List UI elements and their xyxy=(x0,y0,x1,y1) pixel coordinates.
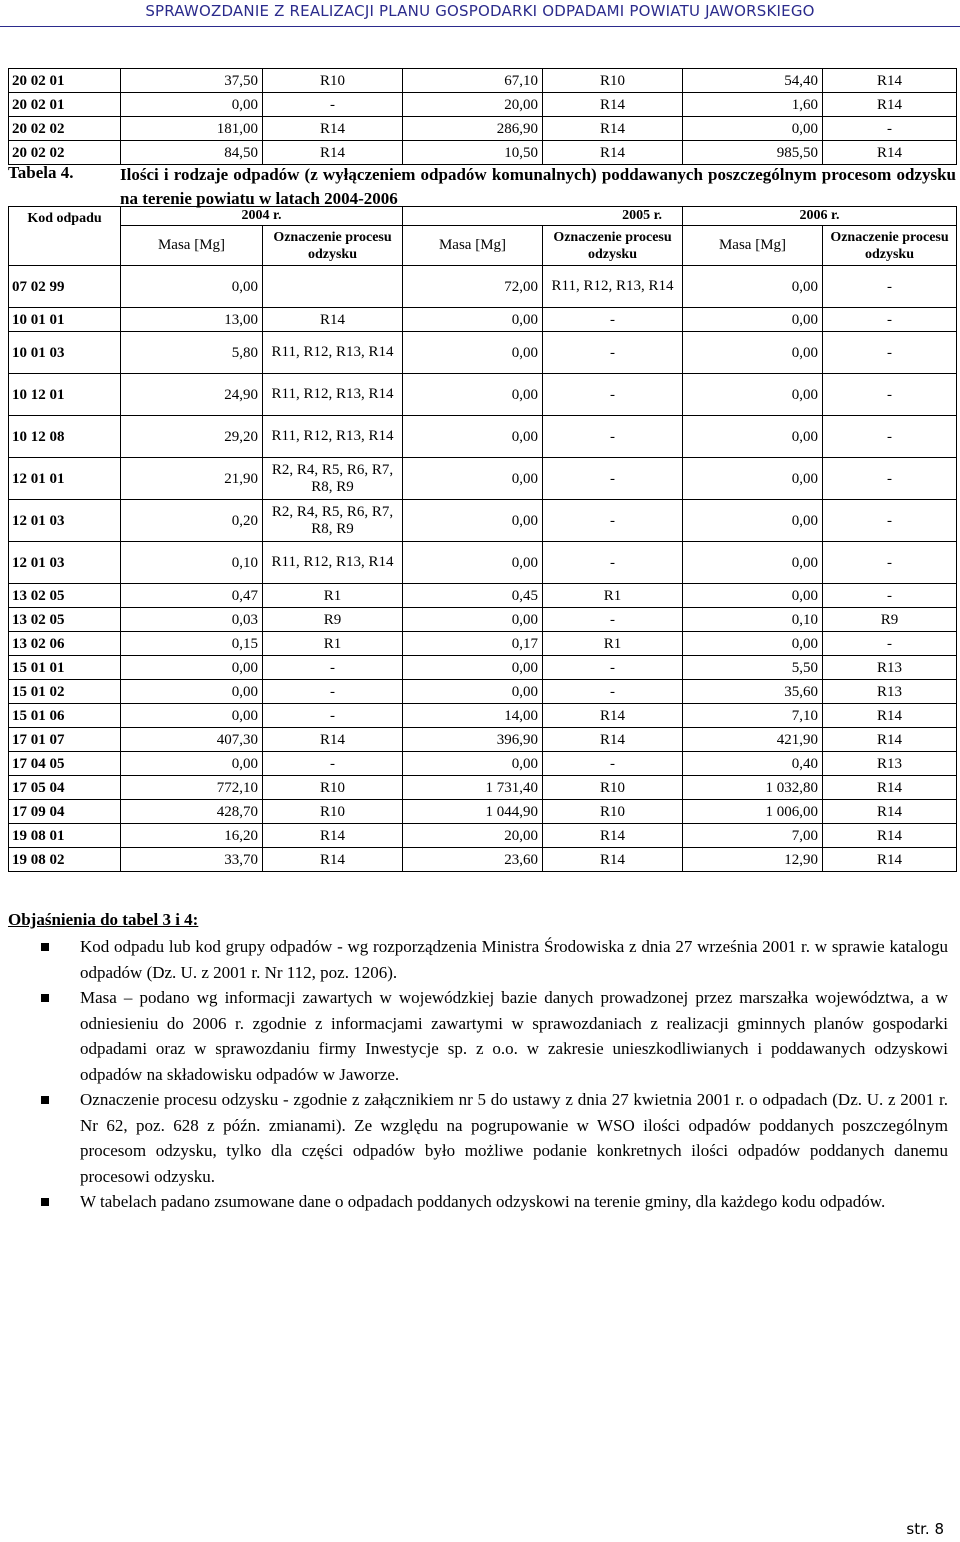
code-cell: 17 05 04 xyxy=(9,776,121,800)
explanation-text: Kod odpadu lub kod grupy odpadów - wg rozporządzenia Ministra Środowiska z dnia 27 września 2001 r. w sprawie katalogu odpadów (Dz. U. z 2001 r. Nr 112, poz. 1206). xyxy=(80,937,948,982)
header-mass: Masa [Mg] xyxy=(683,226,823,266)
table-row xyxy=(9,266,957,308)
mass-cell: 0,00 xyxy=(121,752,263,776)
explanation-text: Oznaczenie procesu odzysku - zgodnie z załącznikiem nr 5 do ustawy z dnia 27 kwietnia 2001 r. o odpadach (Dz. U. z 2001 r. Nr 62, poz. 628 z późn. zmianami). Ze względu na pogrupowanie w WSO ilości odpadów poddanych poszczególnym procesom odzysku, tylko dla części odpadów było możliwe podanie konkretnych ilości odpadów poddanych danemu procesowi odzysku. xyxy=(80,1090,948,1186)
table-row xyxy=(9,500,957,542)
mass-cell: 772,10 xyxy=(121,776,263,800)
mass-cell: 33,70 xyxy=(121,848,263,872)
process-cell: R1 xyxy=(543,584,683,608)
process-cell: R14 xyxy=(823,824,957,848)
mass-cell: 5,80 xyxy=(121,332,263,374)
table-row xyxy=(9,332,957,374)
mass-cell: 23,60 xyxy=(403,848,543,872)
page-number: str. 8 xyxy=(906,1520,944,1538)
process-cell: R1 xyxy=(543,632,683,656)
table-row xyxy=(9,374,957,416)
code-cell: 15 01 02 xyxy=(9,680,121,704)
table-row xyxy=(9,632,957,656)
process-cell: R14 xyxy=(823,728,957,752)
process-cell: R14 xyxy=(263,308,403,332)
code-cell: 13 02 06 xyxy=(9,632,121,656)
process-cell: R14 xyxy=(823,776,957,800)
mass-cell: 0,15 xyxy=(121,632,263,656)
mass-cell: 0,00 xyxy=(683,416,823,458)
table-row xyxy=(9,69,957,93)
process-cell: R10 xyxy=(263,69,403,93)
mass-cell: 0,00 xyxy=(403,500,543,542)
mass-cell: 35,60 xyxy=(683,680,823,704)
mass-cell: 0,00 xyxy=(403,374,543,416)
mass-cell: 0,00 xyxy=(121,266,263,308)
mass-cell: 0,00 xyxy=(683,117,823,141)
process-cell: - xyxy=(823,458,957,500)
mass-cell: 0,00 xyxy=(121,680,263,704)
process-cell: R13 xyxy=(823,656,957,680)
process-cell: R10 xyxy=(543,776,683,800)
code-cell: 07 02 99 xyxy=(9,266,121,308)
process-cell: - xyxy=(543,308,683,332)
table-row xyxy=(9,824,957,848)
code-cell: 20 02 01 xyxy=(9,69,121,93)
process-cell: R14 xyxy=(263,848,403,872)
header-process: Oznaczenie procesu odzysku xyxy=(823,226,957,266)
code-cell: 12 01 03 xyxy=(9,542,121,584)
table-row xyxy=(9,93,957,117)
process-cell: - xyxy=(543,458,683,500)
process-cell: R10 xyxy=(263,800,403,824)
mass-cell: 14,00 xyxy=(403,704,543,728)
mass-cell: 72,00 xyxy=(403,266,543,308)
process-cell: R13 xyxy=(823,680,957,704)
process-cell xyxy=(263,266,403,308)
code-cell: 20 02 02 xyxy=(9,141,121,165)
process-cell: R14 xyxy=(543,117,683,141)
bullet-icon xyxy=(41,1198,49,1206)
table-row xyxy=(9,800,957,824)
code-cell: 10 12 08 xyxy=(9,416,121,458)
process-cell: - xyxy=(823,500,957,542)
process-cell: - xyxy=(823,374,957,416)
mass-cell: 0,40 xyxy=(683,752,823,776)
mass-cell: 67,10 xyxy=(403,69,543,93)
table-4 xyxy=(8,206,957,872)
process-cell: - xyxy=(823,266,957,308)
header-process: Oznaczenie procesu odzysku xyxy=(263,226,403,266)
mass-cell: 181,00 xyxy=(121,117,263,141)
process-cell: R14 xyxy=(263,824,403,848)
process-cell: R11, R12, R13, R14 xyxy=(543,266,683,308)
mass-cell: 1 006,00 xyxy=(683,800,823,824)
mass-cell: 10,50 xyxy=(403,141,543,165)
mass-cell: 396,90 xyxy=(403,728,543,752)
process-cell: R14 xyxy=(823,93,957,117)
code-cell: 17 04 05 xyxy=(9,752,121,776)
process-cell: R10 xyxy=(263,776,403,800)
header-mass: Masa [Mg] xyxy=(403,226,543,266)
mass-cell: 985,50 xyxy=(683,141,823,165)
process-cell: R2, R4, R5, R6, R7, R8, R9 xyxy=(263,458,403,500)
header-year-2004: 2004 r. xyxy=(121,207,403,226)
mass-cell: 0,00 xyxy=(403,458,543,500)
mass-cell: 0,00 xyxy=(683,632,823,656)
process-cell: - xyxy=(543,542,683,584)
explanation-text: W tabelach padano zsumowane dane o odpadach poddanych odzyskowi na terenie gminy, dla każdego kodu odpadów. xyxy=(80,1192,886,1211)
process-cell: R11, R12, R13, R14 xyxy=(263,542,403,584)
process-cell: - xyxy=(823,542,957,584)
code-cell: 12 01 03 xyxy=(9,500,121,542)
mass-cell: 54,40 xyxy=(683,69,823,93)
process-cell: R10 xyxy=(543,69,683,93)
process-cell: R14 xyxy=(823,141,957,165)
code-cell: 10 01 01 xyxy=(9,308,121,332)
mass-cell: 421,90 xyxy=(683,728,823,752)
process-cell: - xyxy=(543,416,683,458)
process-cell: R14 xyxy=(543,93,683,117)
table-title: Ilości i rodzaje odpadów (z wyłączeniem odpadów komunalnych) poddawanych poszczególnym procesom odzysku na terenie powiatu w latach 2004-2006 xyxy=(120,165,956,208)
mass-cell: 0,03 xyxy=(121,608,263,632)
process-cell: R14 xyxy=(823,848,957,872)
mass-cell: 0,00 xyxy=(683,374,823,416)
code-cell: 20 02 01 xyxy=(9,93,121,117)
process-cell: R14 xyxy=(823,704,957,728)
header-process: Oznaczenie procesu odzysku xyxy=(543,226,683,266)
mass-cell: 0,00 xyxy=(683,332,823,374)
process-cell: R11, R12, R13, R14 xyxy=(263,374,403,416)
code-cell: 15 01 06 xyxy=(9,704,121,728)
code-cell: 17 09 04 xyxy=(9,800,121,824)
process-cell: R14 xyxy=(263,117,403,141)
table-continuation xyxy=(8,68,957,165)
bullet-icon xyxy=(41,994,49,1002)
table-label: Tabela 4. xyxy=(8,163,74,182)
mass-cell: 0,00 xyxy=(121,93,263,117)
mass-cell: 0,10 xyxy=(683,608,823,632)
code-cell: 13 02 05 xyxy=(9,608,121,632)
bullet-icon xyxy=(41,1096,49,1104)
process-cell: - xyxy=(823,332,957,374)
code-cell: 10 01 03 xyxy=(9,332,121,374)
explanations-list xyxy=(8,934,948,1215)
mass-cell: 0,20 xyxy=(121,500,263,542)
process-cell: - xyxy=(543,608,683,632)
process-cell: - xyxy=(823,117,957,141)
mass-cell: 12,90 xyxy=(683,848,823,872)
process-cell: R14 xyxy=(263,728,403,752)
code-cell: 12 01 01 xyxy=(9,458,121,500)
process-cell: R14 xyxy=(543,704,683,728)
code-cell: 17 01 07 xyxy=(9,728,121,752)
process-cell: - xyxy=(263,93,403,117)
table-row xyxy=(9,584,957,608)
mass-cell: 0,00 xyxy=(121,656,263,680)
mass-cell: 0,00 xyxy=(683,584,823,608)
header-year-2005: 2005 r. xyxy=(403,207,683,226)
process-cell: - xyxy=(823,632,957,656)
process-cell: R2, R4, R5, R6, R7, R8, R9 xyxy=(263,500,403,542)
table-row xyxy=(9,542,957,584)
process-cell: R14 xyxy=(543,728,683,752)
mass-cell: 0,00 xyxy=(121,704,263,728)
process-cell: R9 xyxy=(263,608,403,632)
mass-cell: 20,00 xyxy=(403,824,543,848)
mass-cell: 0,00 xyxy=(683,542,823,584)
process-cell: - xyxy=(823,308,957,332)
table-row xyxy=(9,141,957,165)
mass-cell: 0,10 xyxy=(121,542,263,584)
mass-cell: 16,20 xyxy=(121,824,263,848)
table-row xyxy=(9,704,957,728)
process-cell: R14 xyxy=(823,69,957,93)
process-cell: R14 xyxy=(543,824,683,848)
table-row xyxy=(9,656,957,680)
mass-cell: 0,00 xyxy=(403,608,543,632)
process-cell: - xyxy=(263,752,403,776)
mass-cell: 1 044,90 xyxy=(403,800,543,824)
process-cell: - xyxy=(823,584,957,608)
code-cell: 19 08 01 xyxy=(9,824,121,848)
header-rule xyxy=(0,26,960,27)
process-cell: - xyxy=(543,752,683,776)
explanations-title: Objaśnienia do tabel 3 i 4: xyxy=(8,910,199,929)
mass-cell: 0,00 xyxy=(403,308,543,332)
table-row xyxy=(9,458,957,500)
mass-cell: 0,00 xyxy=(403,416,543,458)
process-cell: R14 xyxy=(543,141,683,165)
table-row xyxy=(9,680,957,704)
header-mass: Masa [Mg] xyxy=(121,226,263,266)
table-row xyxy=(9,776,957,800)
code-cell: 15 01 01 xyxy=(9,656,121,680)
explanation-item xyxy=(8,1087,948,1189)
mass-cell: 286,90 xyxy=(403,117,543,141)
table-row xyxy=(9,848,957,872)
mass-cell: 0,00 xyxy=(403,680,543,704)
mass-cell: 428,70 xyxy=(121,800,263,824)
process-cell: R14 xyxy=(543,848,683,872)
mass-cell: 21,90 xyxy=(121,458,263,500)
code-cell: 19 08 02 xyxy=(9,848,121,872)
table-row xyxy=(9,728,957,752)
mass-cell: 1 032,80 xyxy=(683,776,823,800)
mass-cell: 0,00 xyxy=(403,332,543,374)
explanation-item xyxy=(8,934,948,985)
mass-cell: 0,45 xyxy=(403,584,543,608)
process-cell: R11, R12, R13, R14 xyxy=(263,332,403,374)
mass-cell: 7,00 xyxy=(683,824,823,848)
running-header: SPRAWOZDANIE Z REALIZACJI PLANU GOSPODARKI ODPADAMI POWIATU JAWORSKIEGO xyxy=(145,2,815,20)
mass-cell: 0,00 xyxy=(683,266,823,308)
process-cell: - xyxy=(823,416,957,458)
mass-cell: 0,00 xyxy=(683,500,823,542)
table-row xyxy=(9,608,957,632)
mass-cell: 13,00 xyxy=(121,308,263,332)
mass-cell: 37,50 xyxy=(121,69,263,93)
mass-cell: 0,00 xyxy=(403,542,543,584)
process-cell: R11, R12, R13, R14 xyxy=(263,416,403,458)
mass-cell: 84,50 xyxy=(121,141,263,165)
process-cell: - xyxy=(543,656,683,680)
process-cell: R14 xyxy=(823,800,957,824)
process-cell: R14 xyxy=(263,141,403,165)
process-cell: R1 xyxy=(263,584,403,608)
mass-cell: 0,47 xyxy=(121,584,263,608)
header-code: Kod odpadu xyxy=(9,207,121,266)
process-cell: R10 xyxy=(543,800,683,824)
code-cell: 13 02 05 xyxy=(9,584,121,608)
mass-cell: 24,90 xyxy=(121,374,263,416)
explanation-text: Masa – podano wg informacji zawartych w wojewódzkiej bazie danych prowadzonej przez marszałka województwa, a w odniesieniu do 2006 r. zgodnie z informacjami zawartymi w sprawozdaniach z realizacji gminnych planów gospodarki odpadami oraz w sprawozdaniu firmy Inwestycje sp. z o.o. w zakresie unieszkodliwianych i poddawanych odzyskowi odpadów na składowisku odpadów w Jaworze. xyxy=(80,988,948,1084)
table-row xyxy=(9,117,957,141)
process-cell: R13 xyxy=(823,752,957,776)
table-row xyxy=(9,308,957,332)
mass-cell: 0,00 xyxy=(683,458,823,500)
mass-cell: 407,30 xyxy=(121,728,263,752)
mass-cell: 0,17 xyxy=(403,632,543,656)
process-cell: - xyxy=(263,656,403,680)
mass-cell: 1 731,40 xyxy=(403,776,543,800)
mass-cell: 1,60 xyxy=(683,93,823,117)
table-row xyxy=(9,752,957,776)
table-row xyxy=(9,416,957,458)
process-cell: - xyxy=(543,500,683,542)
bullet-icon xyxy=(41,943,49,951)
process-cell: R1 xyxy=(263,632,403,656)
explanation-item xyxy=(8,1189,948,1215)
mass-cell: 0,00 xyxy=(403,752,543,776)
explanations xyxy=(8,908,948,1215)
process-cell: - xyxy=(543,680,683,704)
mass-cell: 7,10 xyxy=(683,704,823,728)
process-cell: R9 xyxy=(823,608,957,632)
mass-cell: 0,00 xyxy=(683,308,823,332)
mass-cell: 29,20 xyxy=(121,416,263,458)
process-cell: - xyxy=(263,680,403,704)
mass-cell: 5,50 xyxy=(683,656,823,680)
explanation-item xyxy=(8,985,948,1087)
mass-cell: 0,00 xyxy=(403,656,543,680)
process-cell: - xyxy=(543,374,683,416)
code-cell: 20 02 02 xyxy=(9,117,121,141)
mass-cell: 20,00 xyxy=(403,93,543,117)
process-cell: - xyxy=(543,332,683,374)
header-year-2006: 2006 r. xyxy=(683,207,957,226)
process-cell: - xyxy=(263,704,403,728)
code-cell: 10 12 01 xyxy=(9,374,121,416)
